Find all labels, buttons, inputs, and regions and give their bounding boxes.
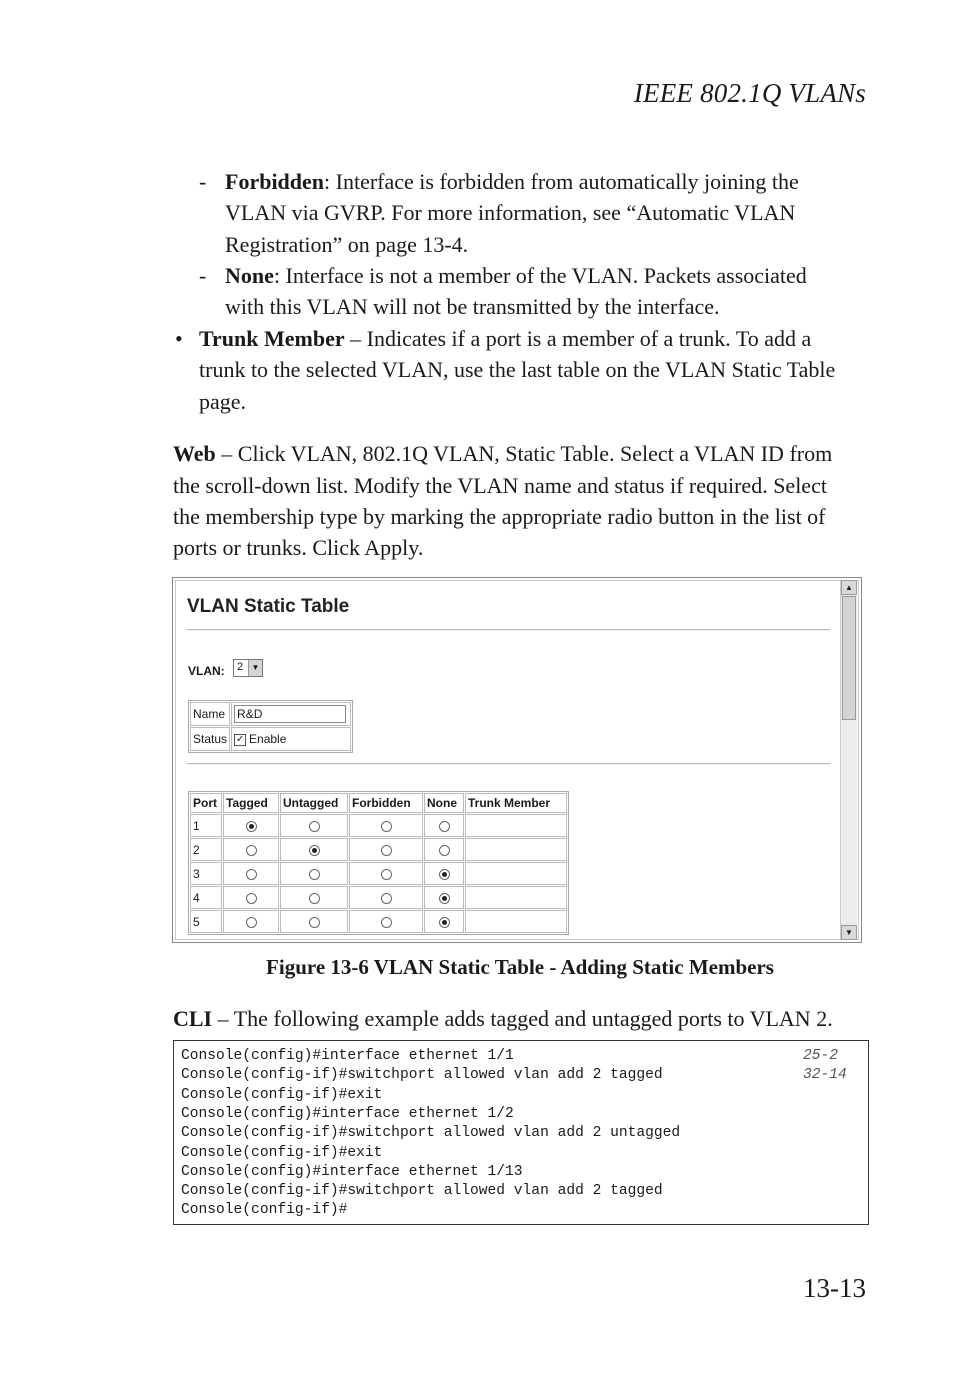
scrollbar-thumb[interactable] [842,596,856,720]
radio-tagged[interactable] [246,917,257,928]
dash-marker: - [199,263,207,288]
code-line: Console(config)#interface ethernet 1/2 [181,1105,514,1122]
vlan-name-status-table [188,700,353,753]
port-membership-table [188,791,569,935]
table-row [190,838,567,861]
running-head: IEEE 802.1Q VLANs [633,78,866,108]
column-header-port: Port [190,793,222,813]
radio-cell [280,838,348,861]
page-reference: 32-14 [803,1067,847,1084]
name-label: Name [190,702,230,726]
radio-cell [223,910,279,933]
radio-cell [349,814,423,837]
text-line: the membership type by marking the appropriate radio button in the list of [173,504,826,529]
trunk-member-cell [465,838,567,861]
radio-cell [280,814,348,837]
radio-cell [223,862,279,885]
list-item-forbidden: Forbidden: Interface is forbidden from automatically joining the [225,169,799,194]
web-paragraph: Web – Click VLAN, 802.1Q VLAN, Static Table. Select a VLAN ID from [173,441,833,466]
name-input[interactable]: R&D [234,705,346,723]
text-line: the scroll-down list. Modify the VLAN name and status if required. Select [173,473,827,498]
radio-cell [424,886,464,909]
radio-tagged[interactable] [246,869,257,880]
trunk-member-cell [465,814,567,837]
vlan-select-value: 2 [237,661,244,673]
trunk-member-cell [465,886,567,909]
scroll-up-icon[interactable]: ▲ [841,580,857,595]
code-line: Console(config-if)#switchport allowed vlan add 2 tagged [181,1183,663,1200]
radio-cell [280,886,348,909]
page-number: 13-13 [803,1273,866,1303]
scrollbar[interactable] [840,580,857,940]
radio-forbidden[interactable] [381,821,392,832]
column-header-forbidden: Forbidden [349,793,423,813]
radio-untagged[interactable] [309,821,320,832]
text-line: with this VLAN will not be transmitted by the interface. [225,294,720,319]
port-number: 5 [190,910,222,933]
radio-untagged[interactable] [309,893,320,904]
text-line: trunk to the selected VLAN, use the last table on the VLAN Static Table [199,357,836,382]
divider [187,629,830,631]
text-line: VLAN via GVRP. For more information, see “Automatic VLAN [225,200,796,225]
radio-cell [349,910,423,933]
divider [187,763,830,765]
radio-untagged[interactable] [309,845,320,856]
code-line: Console(config)#interface ethernet 1/13 [181,1163,523,1180]
trunk-member-cell [465,910,567,933]
column-header-tagged: Tagged [223,793,279,813]
table-row [190,814,567,837]
status-cell [231,727,351,751]
code-line: Console(config-if)#switchport allowed vlan add 2 untagged [181,1125,681,1142]
radio-tagged[interactable] [246,821,257,832]
status-label: Status [190,727,230,751]
code-line: Console(config-if)#exit [181,1144,383,1161]
radio-cell [424,910,464,933]
code-line: Console(config-if)#exit [181,1086,383,1103]
cli-code-block [173,1040,869,1225]
radio-none[interactable] [439,917,450,928]
radio-cell [223,838,279,861]
text-line: Registration” on page 13-4. [225,232,469,257]
code-line: Console(config-if)# [181,1202,348,1219]
radio-forbidden[interactable] [381,869,392,880]
page-reference: 25-2 [803,1048,839,1064]
radio-cell [349,838,423,861]
table-row [190,910,567,933]
text-line: ports or trunks. Click Apply. [173,535,424,560]
radio-tagged[interactable] [246,845,257,856]
enable-checkbox[interactable]: ✓ [235,733,245,745]
column-header-trunk-member: Trunk Member [465,793,567,813]
radio-none[interactable] [439,845,450,856]
port-number: 2 [190,838,222,861]
radio-untagged[interactable] [309,869,320,880]
port-number: 1 [190,814,222,837]
radio-untagged[interactable] [309,917,320,928]
radio-none[interactable] [439,821,450,832]
code-line: Console(config-if)#switchport allowed vlan add 2 tagged [181,1067,663,1084]
radio-cell [223,814,279,837]
text-line: page. [199,389,247,414]
table-row [190,862,567,885]
vlan-static-table-title: VLAN Static Table [187,596,350,617]
radio-tagged[interactable] [246,893,257,904]
bullet-marker: • [175,326,183,351]
radio-cell [280,862,348,885]
port-number: 4 [190,886,222,909]
scroll-down-icon[interactable]: ▼ [841,925,857,940]
radio-cell [349,862,423,885]
chevron-down-icon[interactable]: ▼ [248,660,262,676]
cli-paragraph: CLI – The following example adds tagged and untagged ports to VLAN 2. [173,1006,833,1031]
column-header-none: None [424,793,464,813]
screenshot-figure [172,577,862,943]
radio-cell [223,886,279,909]
port-number: 3 [190,862,222,885]
radio-forbidden[interactable] [381,893,392,904]
vlan-select[interactable] [233,659,263,677]
radio-none[interactable] [439,869,450,880]
radio-cell [424,814,464,837]
trunk-member-cell [465,862,567,885]
enable-label: Enable [249,732,287,746]
radio-cell [424,862,464,885]
code-line: Console(config)#interface ethernet 1/1 [181,1048,514,1064]
radio-forbidden[interactable] [381,845,392,856]
radio-cell [349,886,423,909]
vlan-label: VLAN: [188,664,225,678]
name-cell [231,702,351,726]
radio-cell [280,910,348,933]
column-header-untagged: Untagged [280,793,348,813]
radio-cell [424,838,464,861]
radio-forbidden[interactable] [381,917,392,928]
table-row [190,886,567,909]
dash-marker: - [199,169,207,194]
list-item-none: None: Interface is not a member of the VLAN. Packets associated [225,263,807,288]
radio-none[interactable] [439,893,450,904]
list-item-trunk-member: Trunk Member – Indicates if a port is a member of a trunk. To add a [199,326,812,351]
figure-caption: Figure 13-6 VLAN Static Table - Adding Static Members [266,955,774,979]
